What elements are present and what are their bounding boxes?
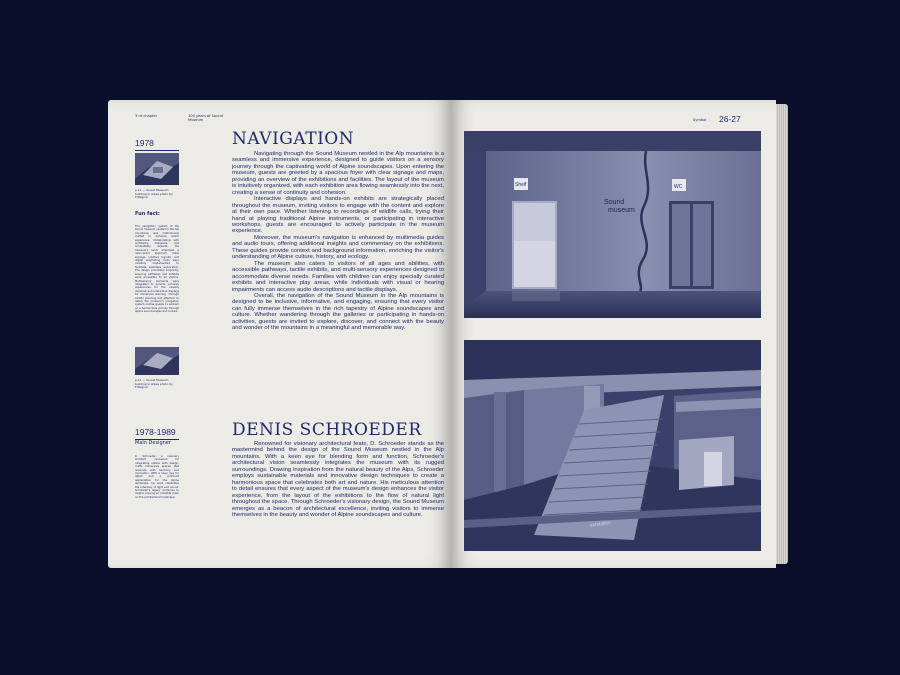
fun-fact-label: Fun fact:: [135, 211, 160, 217]
exhibition-floor-sign: exhibition: [589, 520, 612, 529]
photo-caption-2: p.11 — Sound Museum building in Alpes photo by F.Wagner: [135, 378, 173, 390]
main-designer-label: Main Designer: [135, 440, 171, 446]
sound-museum-logo: Sound: [604, 199, 625, 206]
building-thumbnail: [135, 153, 179, 185]
right-page: [451, 100, 776, 568]
sound-museum-logo-line2: museum: [608, 207, 635, 214]
paragraph: The museum also caters to visitors of all ages and abilities, with accessible pathways, tactile exhibits, and multi-sensory experiences designed to accommodate diverse needs. Families with children can enjoy specially curated exhibits and interactive play areas, while individuals with visual or hearing impairments can access audio descriptions and tactile displays.: [232, 260, 444, 293]
paragraph: Moreover, the museum's navigation is enhanced by multimedia guides and audio tours, offering additional insights and commentary on the exhibitions. These guides provide context and background information, enriching the visitor's understanding of Alpine culture, history, and ecology.: [232, 234, 444, 261]
building-thumbnail-2: [135, 347, 179, 375]
section-year: 1978: [135, 138, 179, 151]
open-magazine: [108, 100, 788, 568]
wc-sign: WC: [674, 184, 683, 190]
fun-fact-text: The navigation system of the Sound museum nestled in the Alp mountains was meticulously crafted to enhance visitor experience. Collaborating with architects, designers, and accessibility experts, the museum's team employed a user-centric approach. Clear signage, intuitive layouts, and digital wayfinding tools were carefully implemented to facilitate seamless exploration. The design prioritized simplicity, ensuring pathways and exhibits were accessible to all visitors. Multisensory elements were integrated to provide inclusive experiences for the visually impaired and interactive displays for immersive learning. Through careful planning and attention to detail, the museum's navigation system invites guests to embark on a harmonious journey through alpine sound-scapes and culture.: [135, 225, 179, 314]
section-year: 1978-1989: [135, 427, 179, 440]
staircase-photo: [464, 340, 761, 551]
section-title: NAVIGATION: [232, 129, 355, 149]
section-body: [232, 151, 444, 332]
series-label: 100 years of Sound Museum: [188, 114, 223, 123]
photo-caption: p.11 — Sound Museum building in Alpes photo by F.Wagner: [135, 188, 173, 200]
paragraph: Overall, the navigation of the Sound Museum in the Alp mountains is designed to be inclusive, informative, and engaging, ensuring that every visitor can fully immerse themselves in the rich tapestry of Alpine soundscapes and culture. Whether wandering through the galleries or participating in hands-on activities, guests are invited to explore, discover, and connect with the beauty and wonder of the mountains in a meaningful and memorable way.: [232, 292, 444, 332]
page-numbers: 26-27: [719, 114, 741, 124]
paragraph: Renowned for visionary architectural feats, D. Schroeder stands as the mastermind behind the design of the Sound Museum nestled in the Alp mountains. With a keen eye for blending form and function, Schroeder's architectural vision seamlessly integrates the museum with its rugged surroundings. Drawing inspiration from the natural beauty of the Alps, Schroeder employs sustainable materials and innovative design techniques to create a harmonious space that celebrates both art and nature. His meticulous attention to detail ensures that every aspect of the museum's design enhances the visitor experience, from the layout of the exhibitions to the flow of natural light throughout the space. Through Schroeder's visionary design, the Sound Museum emerges as a beacon of architectural excellence, inviting visitors to immerse themselves in the beauty and wonder of Alpine soundscapes and culture.: [232, 441, 444, 518]
chapter-label: 3 rd chapter: [135, 114, 158, 118]
paragraph: Interactive displays and hands-on exhibits are strategically placed throughout the museum, inviting visitors to engage with the content and explore at their own pace. Whether listening to recordings of wildlife calls, trying their hand at playing traditional Alpine instruments, or participating in interactive workshops, guests are encouraged to actively participate in the museum experience.: [232, 196, 444, 235]
designer-side-text: D. Schroeder, a visionary architect renowned for integrating nature with design, crafts immersive spaces that resonate with harmony and innovation. With a keen eye for detail and a profound appreciation for the Alpine landscape, his work celebrates the interplay of light and sound. Schroeder's legacy continues to inspire, leaving an indelible mark on the architectural landscape.: [135, 455, 179, 499]
shelf-sign: Shelf: [515, 182, 527, 188]
page-edges: [776, 104, 788, 564]
paragraph: Navigating through the Sound Museum nestled in the Alp mountains is a seamless and immersive experience, designed to guide visitors on a sensory journey through the captivating world of Alpine soundscapes. Upon entering the museum, guests are greeted by a spacious foyer with clear signage and maps, providing an overview of the exhibitions and facilities. The layout of the museum is intuitively organized, with each exhibition area flowing seamlessly into the next, creating a sense of continuity and cohesion.: [232, 151, 444, 196]
lobby-photo: [464, 131, 761, 318]
section-title: DENIS SCHROEDER: [232, 420, 422, 440]
section-body: [232, 441, 444, 518]
header-label: Symbol: [693, 118, 707, 122]
left-page: [108, 100, 451, 568]
